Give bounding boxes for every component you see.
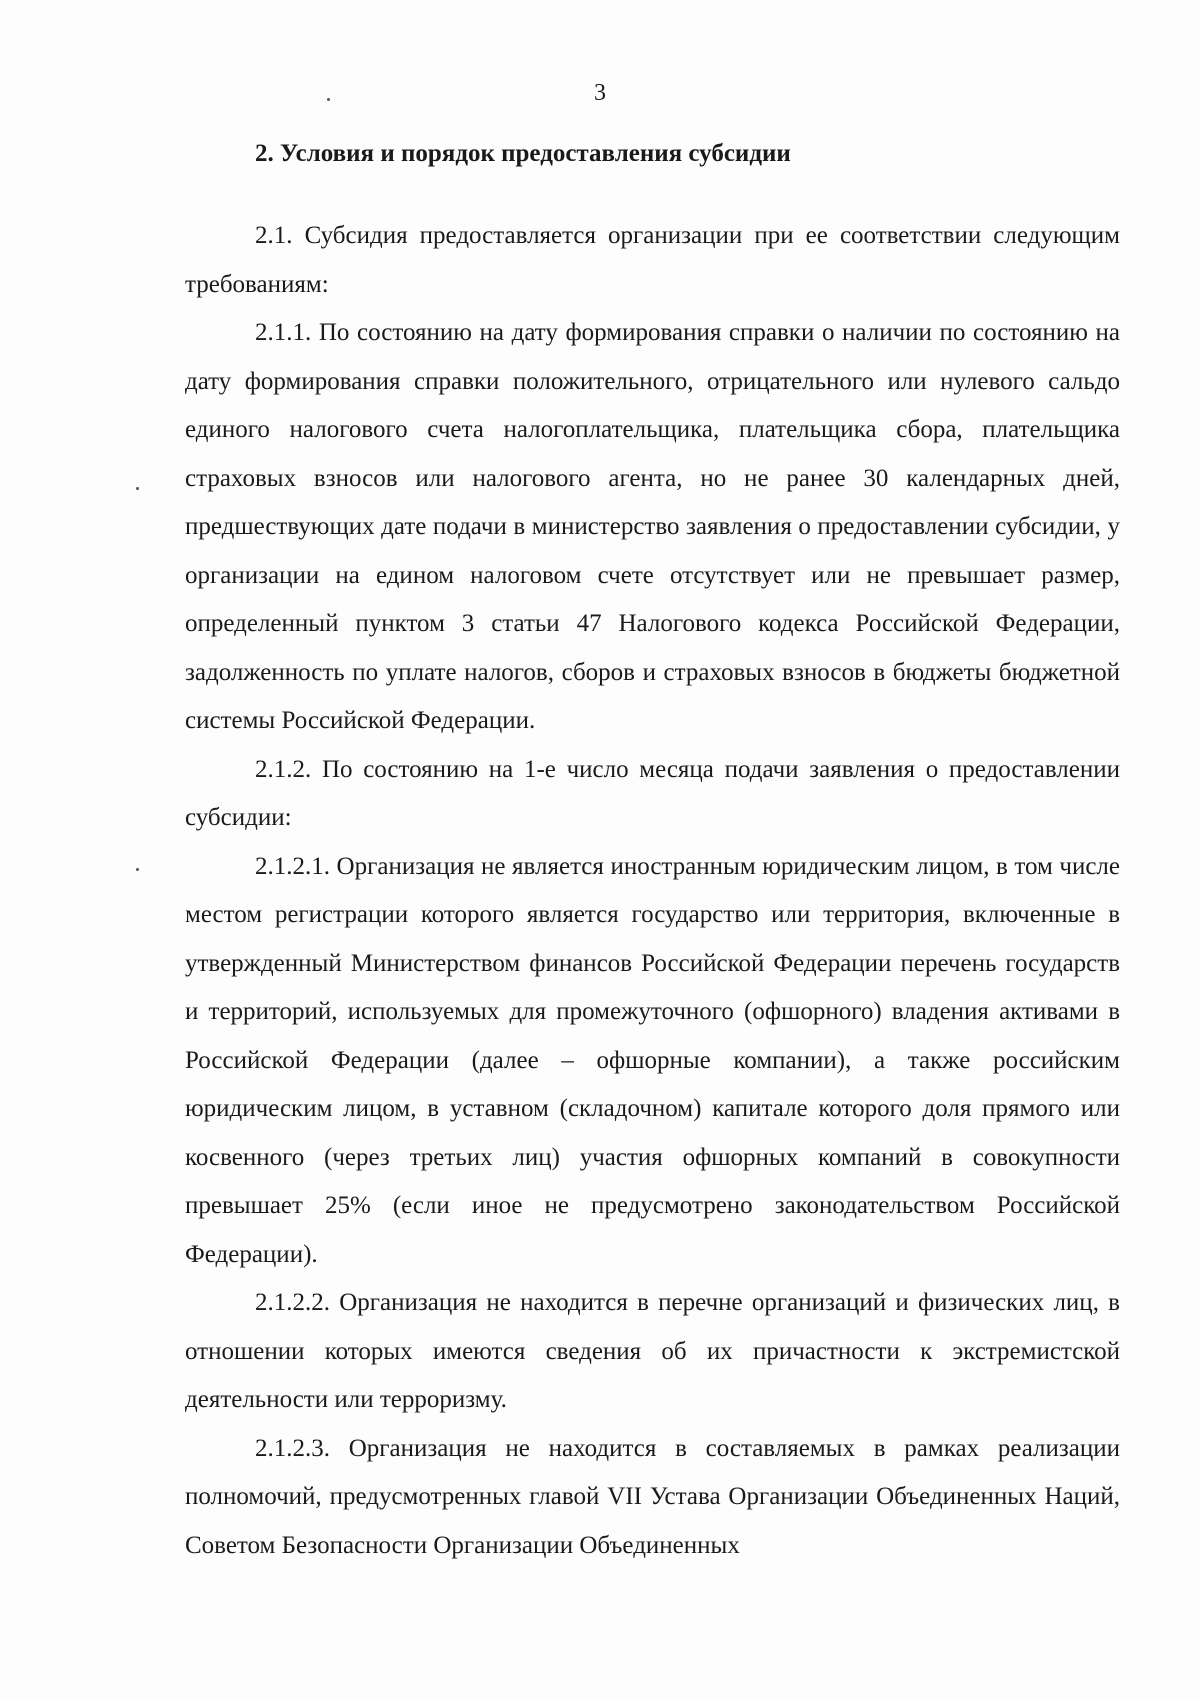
paragraph-2-1-2: 2.1.2. По состоянию на 1-е число месяца подачи заявления о предоставлении субсидии: <box>185 755 1120 831</box>
paragraph-2-1-2-1: 2.1.2.1. Организация не является иностранным юридическим лицом, в том числе местом регистрации которого является государство или территория, включенные в утвержденный Министерством финансов Российской Федерации перечень государств и территорий, используемых для промежуточного (офшорного) владения активами в Российской Федерации (далее – офшорные компании), а также российским юридическим лицом, в уставном (складочном) капитале которого доля прямого или косвенного (через третьих лиц) участия офшорных компаний в совокупности превышает 25% (если иное не предусмотрено законодательством Российской Федерации). <box>185 852 1120 1268</box>
paragraph-2-1-1: 2.1.1. По состоянию на дату формирования справки о наличии по состоянию на дату формирования справки положительного, отрицательного или нулевого сальдо единого налогового счета налогоплательщика, плательщика сбора, плательщика страховых взносов или налогового агента, но не ранее 30 календарных дней, предшествующих дате подачи в министерство заявления о предоставлении субсидии, у организации на едином налоговом счете отсутствует или не превышает размер, определенный пунктом 3 статьи 47 Налогового кодекса Российской Федерации, задолженность по уплате налогов, сборов и страховых взносов в бюджеты бюджетной системы Российской Федерации. <box>185 319 1120 734</box>
scan-speck <box>327 98 330 101</box>
page-number: 3 <box>594 80 606 106</box>
document-body <box>185 212 1120 1570</box>
paragraph-2-1: 2.1. Субсидия предоставляется организации при ее соответствии следующим требованиям: <box>185 222 1120 298</box>
paragraph-2-1-2-3: 2.1.2.3. Организация не находится в составляемых в рамках реализации полномочий, предусмотренных главой VII Устава Организации Объединенных Наций, Советом Безопасности Организации Объединенных <box>185 1434 1120 1559</box>
section-title: 2. Условия и порядок предоставления субсидии <box>255 140 791 167</box>
paragraph-2-1-2-2: 2.1.2.2. Организация не находится в перечне организаций и физических лиц, в отношении которых имеются сведения об их причастности к экстремистской деятельности или терроризму. <box>185 1289 1120 1413</box>
scan-speck <box>136 487 139 490</box>
scan-speck <box>136 868 139 871</box>
